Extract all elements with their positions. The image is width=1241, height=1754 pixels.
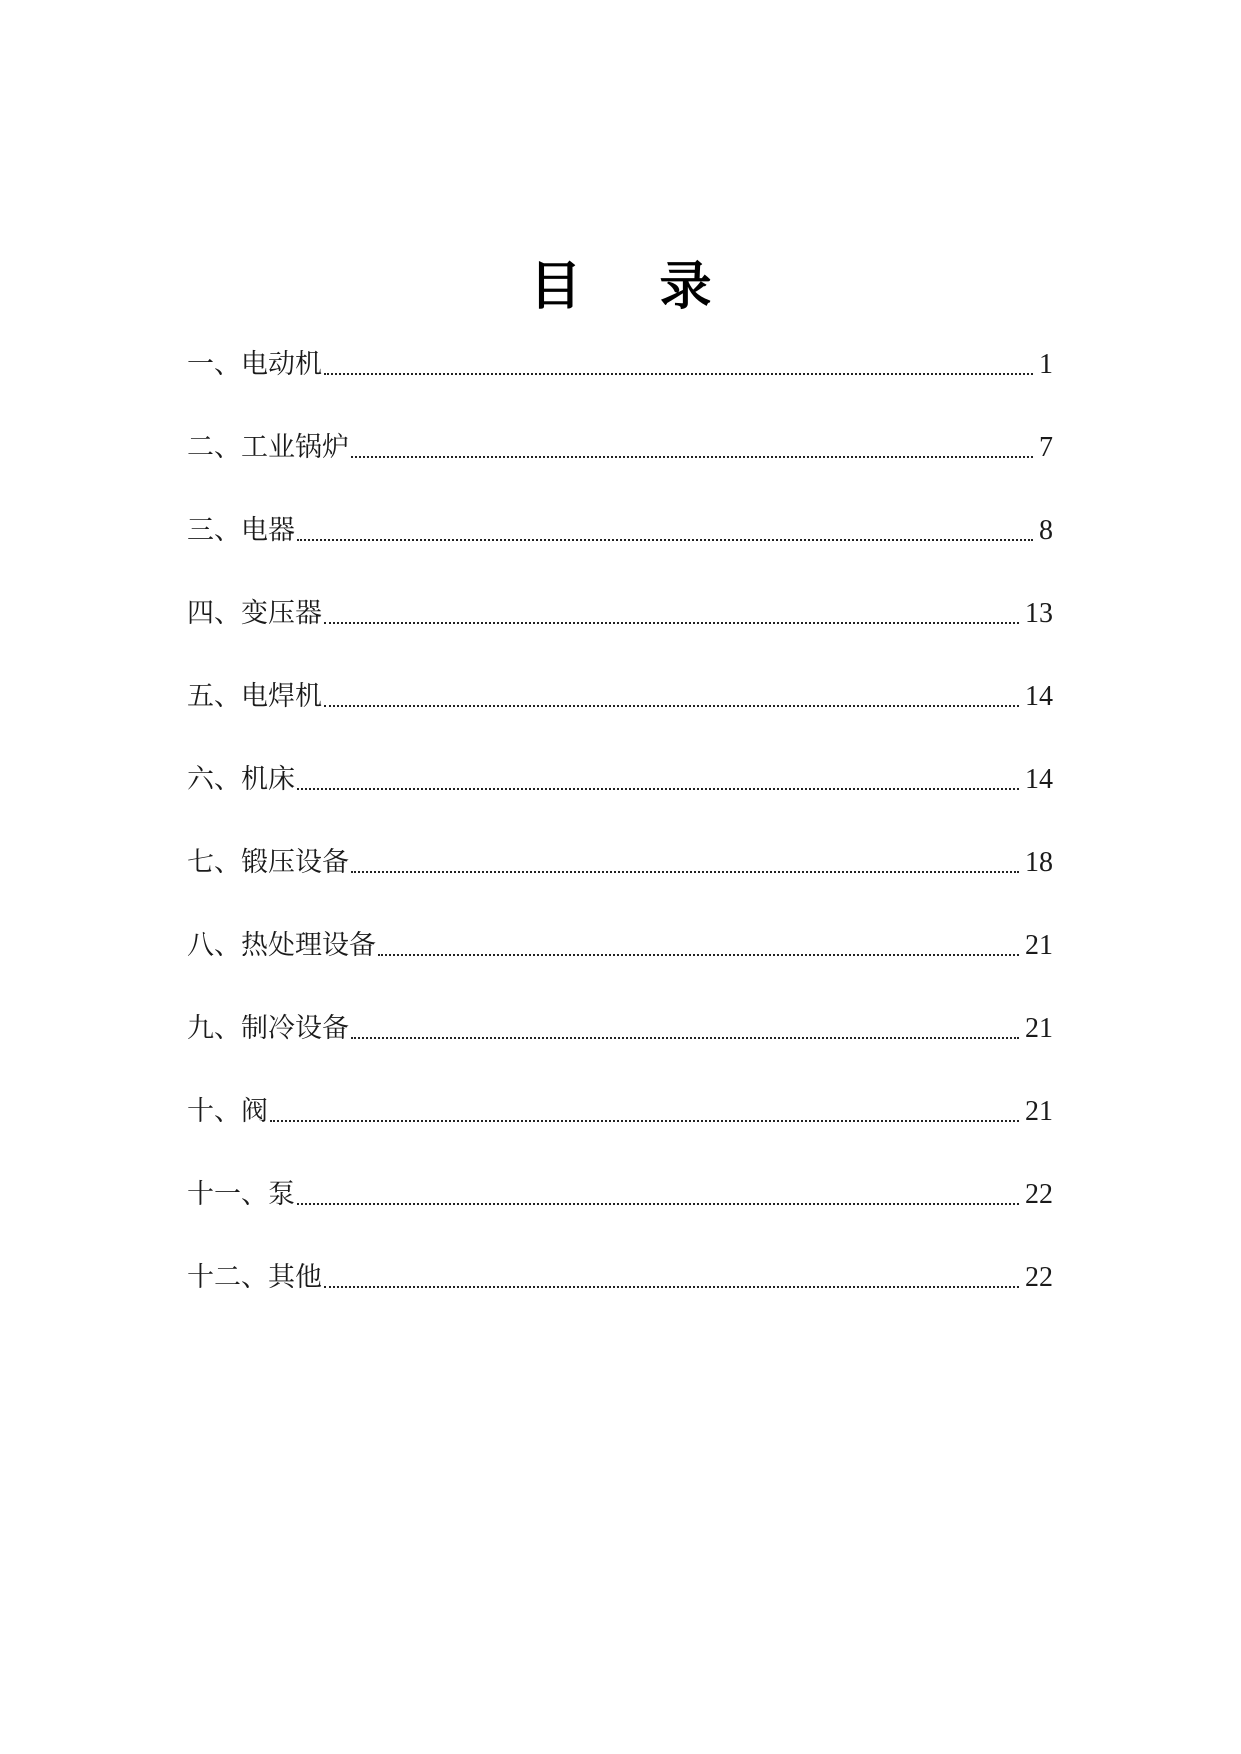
toc-dot-leader (351, 428, 1033, 468)
toc-entry[interactable] (187, 677, 1053, 717)
toc-entry[interactable] (187, 1009, 1053, 1049)
toc-dot-leader (351, 1009, 1019, 1049)
toc-entry-page: 21 (1025, 1096, 1053, 1127)
toc-dot-leader (324, 1258, 1019, 1298)
toc-dot-leader (270, 1092, 1019, 1132)
toc-entry-label: 九、制冷设备 (187, 1013, 349, 1044)
toc-dot-leader (297, 760, 1019, 800)
toc-entry[interactable] (187, 843, 1053, 883)
toc-entry-label: 三、电器 (187, 515, 295, 546)
toc-entry-page: 7 (1039, 432, 1053, 463)
toc-entry-page: 22 (1025, 1179, 1053, 1210)
toc-entry-page: 14 (1025, 764, 1053, 795)
toc-dot-leader (297, 511, 1033, 551)
toc-entry-page: 18 (1025, 847, 1053, 878)
toc-entry-page: 21 (1025, 1013, 1053, 1044)
toc-entry-page: 8 (1039, 515, 1053, 546)
toc-entry[interactable] (187, 760, 1053, 800)
toc-title-text: 目 录 (529, 256, 742, 317)
toc-entry-label: 十、阀 (187, 1096, 268, 1127)
toc-entry-page: 13 (1025, 598, 1053, 629)
toc-entry-page: 21 (1025, 930, 1053, 961)
toc-entry[interactable] (187, 1258, 1053, 1298)
toc-dot-leader (378, 926, 1019, 966)
toc-dot-leader (351, 843, 1019, 883)
toc-dot-leader (324, 345, 1033, 385)
toc-entry-page: 14 (1025, 681, 1053, 712)
toc-entry[interactable] (187, 594, 1053, 634)
toc-entry[interactable] (187, 926, 1053, 966)
toc-entry[interactable] (187, 511, 1053, 551)
toc-entry[interactable] (187, 1175, 1053, 1215)
toc-entry[interactable] (187, 1092, 1053, 1132)
toc-entry-label: 四、变压器 (187, 598, 322, 629)
toc-entry-page: 1 (1039, 349, 1053, 380)
toc-entry-page: 22 (1025, 1262, 1053, 1293)
toc-dot-leader (297, 1175, 1019, 1215)
toc-dot-leader (324, 594, 1019, 634)
toc-entry-label: 七、锻压设备 (187, 847, 349, 878)
toc-entry-label: 五、电焊机 (187, 681, 322, 712)
toc-entry-label: 一、电动机 (187, 349, 322, 380)
toc-title (0, 256, 1241, 317)
toc-entry[interactable] (187, 428, 1053, 468)
toc-dot-leader (324, 677, 1019, 717)
toc-entry-label: 六、机床 (187, 764, 295, 795)
toc-entry-label: 二、工业锅炉 (187, 432, 349, 463)
toc-entry-label: 八、热处理设备 (187, 930, 376, 961)
toc-entry-label: 十一、泵 (187, 1179, 295, 1210)
toc-entry[interactable] (187, 345, 1053, 385)
toc-entry-label: 十二、其他 (187, 1262, 322, 1293)
